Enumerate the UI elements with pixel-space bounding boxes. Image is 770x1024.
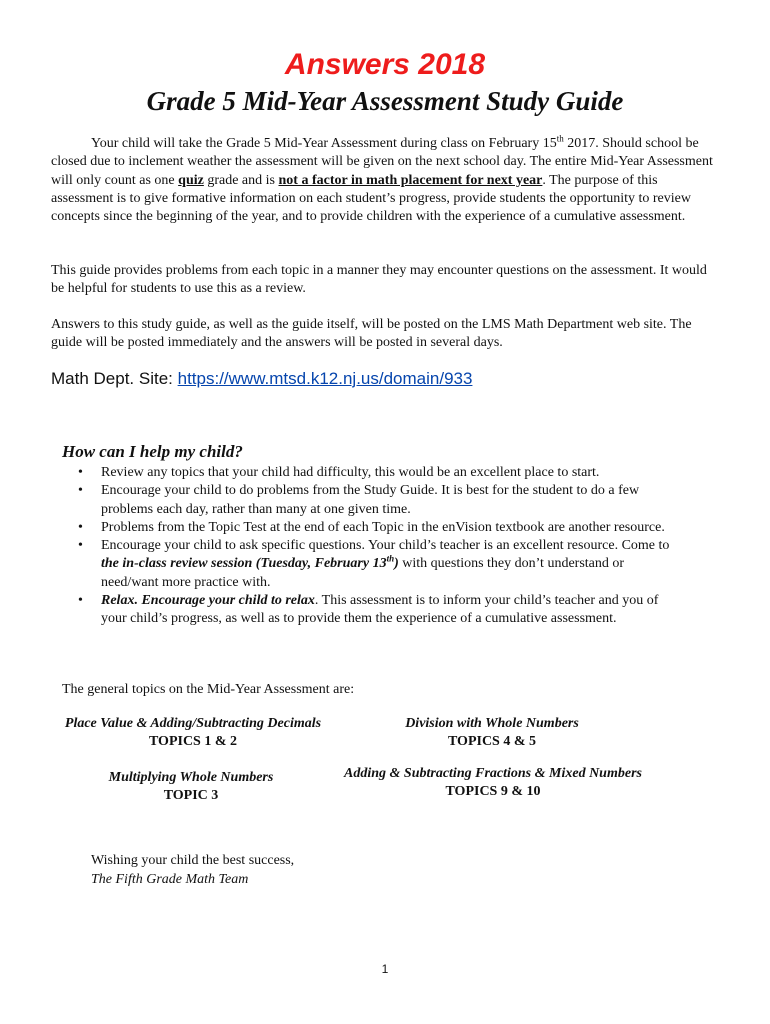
site-link[interactable]: https://www.mtsd.k12.nj.us/domain/933 — [177, 369, 473, 388]
topic-name: Division with Whole Numbers — [405, 716, 579, 731]
list-item: • Review any topics that your child had difficulty, this would be an excellent place to start. — [72, 464, 672, 482]
topics-intro: The general topics on the Mid-Year Assessment are: — [62, 682, 355, 697]
topic-name: Place Value & Adding/Subtracting Decimals — [64, 716, 322, 731]
guide-paragraph: This guide provides problems from each topic in a manner they may encounter questions on the assessment. It would be helpful for students to use this as a review. — [51, 263, 707, 297]
list-item: • Encourage your child to ask specific questions. Your child’s teacher is an excellent resource. Come to the in-class review session (Tuesday, February 13th) with questions they don’t understand or need/want more practice with. — [72, 537, 672, 592]
date-suffix: th — [556, 133, 564, 144]
answers-banner: Answers 2018 — [284, 48, 486, 81]
site-label: Math Dept. Site: — [51, 369, 178, 388]
help-heading: How can I help my child? — [62, 442, 243, 461]
page-title: Grade 5 Mid-Year Assessment Study Guide — [146, 86, 624, 116]
topic-name: Adding & Subtracting Fractions & Mixed Numbers — [344, 766, 642, 781]
intro-text: . The purpose of this assessment is to give formative information on each student’s progress, provide students the opportunity to review concepts since the beginning of the year, and to provide children with the experience of a cumulative assessment. — [51, 172, 691, 225]
topic-code: TOPICS 9 & 10 — [445, 784, 541, 799]
topic-name: Multiplying Whole Numbers — [108, 770, 274, 785]
topic-block — [340, 765, 646, 801]
topic-block — [370, 715, 614, 751]
topic-code: TOPICS 1 & 2 — [148, 734, 238, 749]
topic-block — [84, 769, 298, 805]
relax-emphasis: Relax. Encourage your child to relax — [101, 593, 315, 609]
topic-block — [51, 715, 335, 751]
math-dept-site — [51, 369, 472, 389]
topic-code: TOPIC 3 — [163, 788, 219, 803]
closing-line: Wishing your child the best success, — [91, 853, 295, 868]
answers-paragraph: Answers to this study guide, as well as the guide itself, will be posted on the LMS Math Department web site. The guide will be posted immediately and the answers will be posted in several days. — [51, 317, 692, 351]
closing — [91, 851, 294, 889]
topic-code: TOPICS 4 & 5 — [447, 734, 537, 749]
signature-line: The Fifth Grade Math Team — [91, 872, 249, 887]
placement-emphasis: not a factor in math placement for next year — [278, 172, 543, 188]
intro-text: Your child will take the Grade 5 Mid-Year Assessment during class on February 15 — [91, 136, 557, 151]
page-number: 1 — [381, 962, 389, 976]
review-session: the in-class review session (Tuesday, February 13th) — [101, 553, 399, 572]
intro-text: 2017. Should school be closed due to inclement weather the assessment will be given on the next school day. The entire Mid-Year Assessment will only count as one — [51, 136, 713, 188]
intro-text: grade and is — [203, 172, 279, 188]
intro-paragraph — [51, 135, 721, 226]
list-item: • Encourage your child to do problems from the Study Guide. It is best for the student to do a few problems each day, rather than many at one given time. — [72, 482, 672, 519]
help-list — [72, 464, 672, 629]
quiz-emphasis: quiz — [178, 172, 204, 188]
list-item: • Relax. Encourage your child to relax. This assessment is to inform your child’s teacher and you of your child’s progress, as well as to provide them the experience of a cumulative assessment. — [72, 592, 672, 629]
list-item: • Problems from the Topic Test at the end of each Topic in the enVision textbook are another resource. — [72, 519, 672, 537]
